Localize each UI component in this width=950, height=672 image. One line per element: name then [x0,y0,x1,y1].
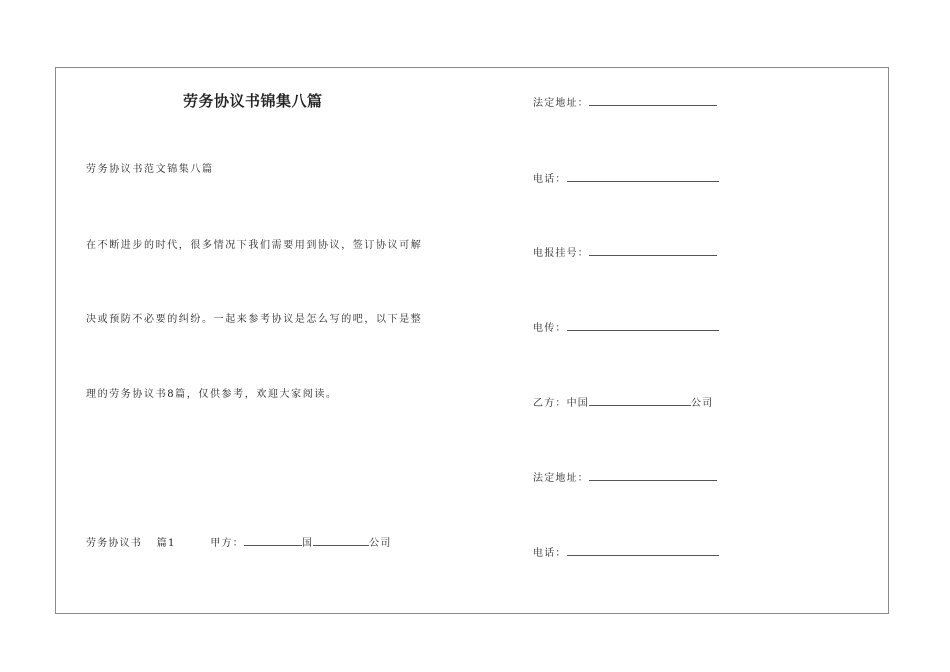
phone-blank-2[interactable] [567,545,719,556]
phone-label-2: 电话： [533,548,567,559]
contract-part: 篇1 [156,538,176,549]
telegraph-field [533,244,717,259]
intro-line-3: 理的劳务协议书8篇，仅供参考，欢迎大家阅读。 [86,389,338,400]
phone-blank-1[interactable] [567,171,719,182]
party-b-field [533,394,713,409]
fax-field [533,319,719,334]
country-suffix: 国 [301,538,314,549]
phone-label-1: 电话： [533,174,567,185]
contract-heading: 劳务协议书 [86,538,142,549]
telegraph-blank[interactable] [589,245,717,256]
party-b-label: 乙方：中国 [533,398,589,409]
phone-field-1 [533,170,719,185]
document-title: 劳务协议书锦集八篇 [183,92,323,110]
contract-party-a-line [86,534,392,549]
legal-address-field-1 [533,94,717,109]
party-a-company-blank[interactable] [313,535,369,546]
party-b-suffix: 公司 [691,398,714,409]
legal-address-label-2: 法定地址： [533,473,589,484]
telegraph-label: 电报挂号： [533,248,589,259]
legal-address-label-1: 法定地址： [533,98,589,109]
party-b-company-blank[interactable] [589,395,691,406]
document-subtitle: 劳务协议书范文锦集八篇 [86,164,214,175]
fax-blank[interactable] [567,320,719,331]
intro-line-2: 决或预防不必要的纠纷。一起来参考协议是怎么写的吧，以下是整 [86,314,423,325]
party-a-label: 甲方： [210,538,244,549]
legal-address-field-2 [533,469,717,484]
page-border [55,67,889,614]
phone-field-2 [533,544,719,559]
company-suffix: 公司 [369,538,392,549]
party-a-country-blank[interactable] [244,535,302,546]
legal-address-blank-1[interactable] [589,95,717,106]
intro-line-1: 在不断进步的时代，很多情况下我们需要用到协议，签订协议可解 [86,240,423,251]
legal-address-blank-2[interactable] [589,470,717,481]
fax-label: 电传： [533,323,567,334]
